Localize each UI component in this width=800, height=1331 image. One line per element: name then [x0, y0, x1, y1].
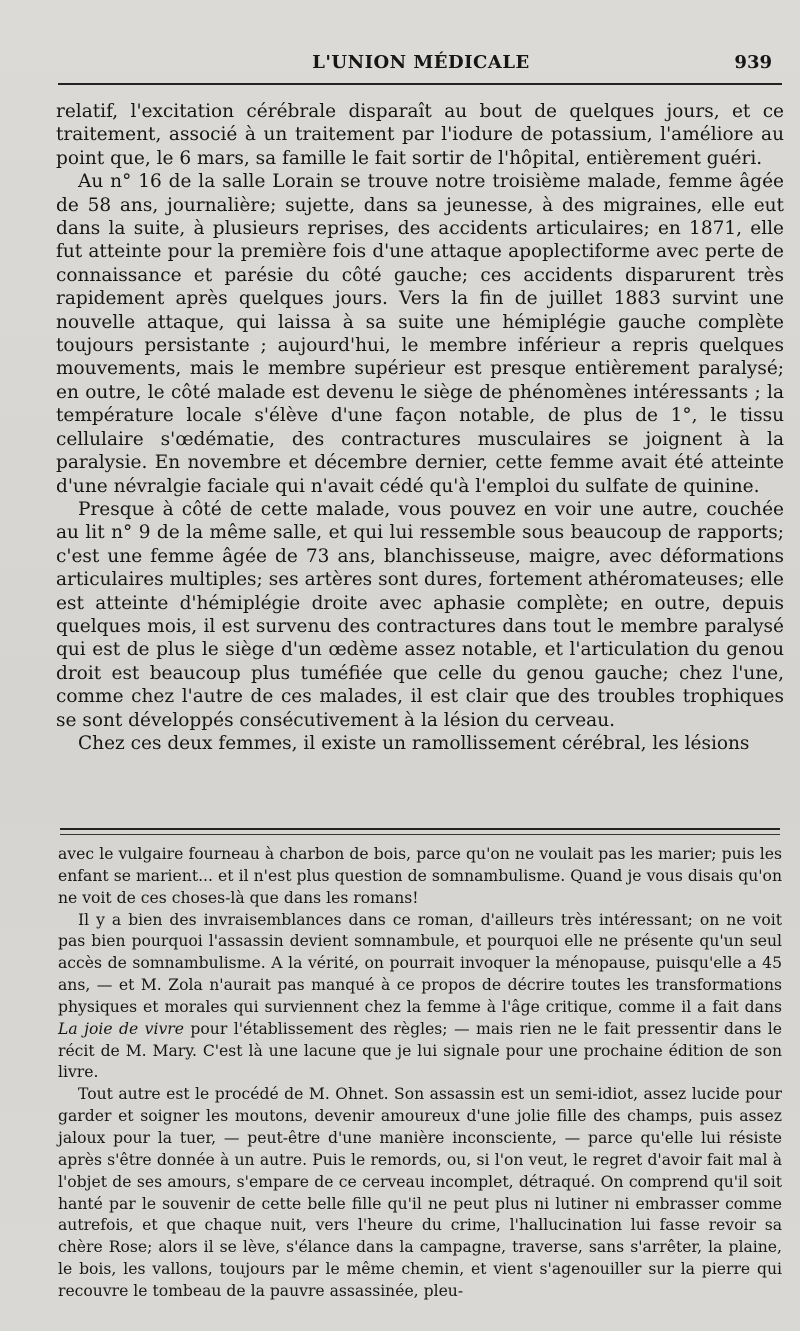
footnote-zola-text-b: pour l'établissement des règles; — mais rien ne le fait pressentir dans le récit de M. Mary. C'est là une lacune que je lui signale pour une prochaine édition de son livre. — [58, 1019, 782, 1082]
footnote-zola — [58, 910, 782, 1085]
footnote-rule-thin — [60, 834, 780, 835]
main-text — [56, 100, 784, 755]
paragraph-continuation: relatif, l'excitation cérébrale disparaît au bout de quelques jours, et ce traitement, associé à un traitement par l'iodure de potassium, l'améliore au point que, le 6 mars, sa famille le fait sortir de l'hôpital, entièrement guéri. — [56, 101, 784, 169]
footnote-rule — [60, 828, 780, 830]
paragraph-fourth-patient: Presque à côté de cette malade, vous pouvez en voir une autre, couchée au lit n° 9 de la même salle, et qui lui ressemble sous beaucoup de rapports; c'est une femme âgée de 73 ans, blanchisseuse, maigre, avec déformations articulaires multiples; ses artères sont dures, fortement athéromateuses; elle est atteinte d'hémiplégie droite avec aphasie complète; en outre, depuis quelques mois, il est survenu des contractures dans tout le membre paralysé qui est de plus le siège d'un œdème assez notable, et l'articulation du genou droit est beaucoup plus tuméfiée que celle du genou gauche; chez l'une, comme chez l'autre de ces malades, il est clair que des troubles trophiques se sont développés consécutivement à la lésion du cerveau. — [56, 498, 784, 731]
header-rule — [58, 83, 782, 85]
footnotes — [58, 844, 782, 1303]
footnote-zola-text-a: Il y a bien des invraisemblances dans ce roman, d'ailleurs très intéressant; on ne voit pas bien pourquoi l'assassin devient somnambule, et pourquoi elle ne présente qu'un seul accès de somnambulisme. A la vérité, on pourrait invoquer la ménopause, puisqu'elle a 45 ans, — et M. Zola n'aurait pas manqué à ce propos de décrire toutes les transformations physiques et morales qui surviennent chez la femme à l'âge critique, comme il a fait dans — [58, 910, 782, 1016]
footnote-continuation: avec le vulgaire fourneau à charbon de bois, parce qu'on ne voulait pas les marier; puis les enfant se marient... et il n'est plus question de somnambulisme. Quand je vous disais qu'on ne voit de ces choses-là que dans les romans! — [58, 845, 782, 907]
page-number: 939 — [734, 52, 772, 73]
footnote-ohnet: Tout autre est le procédé de M. Ohnet. Son assassin est un semi-idiot, assez lucide pour garder et soigner les moutons, devenir amoureux d'une jolie fille des champs, puis assez jaloux pour la tuer, — peut-être d'une manière inconsciente, — parce qu'elle lui résiste après s'être donnée à un autre. Puis le remords, ou, si l'on veut, le regret d'avoir fait mal à l'objet de ses amours, s'empare de ce cerveau incomplet, détraqué. On comprend qu'il soit hanté par le souvenir de cette belle fille qu'il ne peut plus ni lutiner ni embrasser comme autrefois, et que chaque nuit, vers l'heure du crime, l'hallucination lui fasse revoir sa chère Rose; alors il se lève, s'élance dans la campagne, traverse, sans s'arrêter, la plaine, le bois, les vallons, toujours par le même chemin, et vient s'agenouiller sur la pierre qui recouvre le tombeau de la pauvre assassinée, pleu- — [58, 1085, 782, 1300]
running-title: L'UNION MÉDICALE — [312, 52, 530, 73]
paragraph-lesions: Chez ces deux femmes, il existe un ramollissement cérébral, les lésions — [78, 732, 750, 754]
paragraph-third-patient: Au n° 16 de la salle Lorain se trouve notre troisième malade, femme âgée de 58 ans, journalière; sujette, dans sa jeunesse, à des migraines, elle eut dans la suite, à plusieurs reprises, des accidents articulaires; en 1871, elle fut atteinte pour la première fois d'une attaque apoplectiforme avec perte de connaissance et parésie du côté gauche; ces accidents disparurent très rapidement après quelques jours. Vers la fin de juillet 1883 survint une nouvelle attaque, qui laissa à sa suite une hémiplégie gauche complète toujours persistante ; aujourd'hui, le membre inférieur a repris quelques mouvements, mais le membre supérieur est presque entièrement paralysé; en outre, le côté malade est devenu le siège de phénomènes intéressants ; la température locale s'élève d'une façon notable, de plus de 1°, le tissu cellulaire s'œdématie, des contractures musculaires se joignent à la paralysie. En novembre et décembre dernier, cette femme avait été atteinte d'une névralgie faciale qui n'avait cédé qu'à l'emploi du sulfate de quinine. — [56, 171, 784, 497]
book-title: La joie de vivre — [58, 1019, 184, 1038]
